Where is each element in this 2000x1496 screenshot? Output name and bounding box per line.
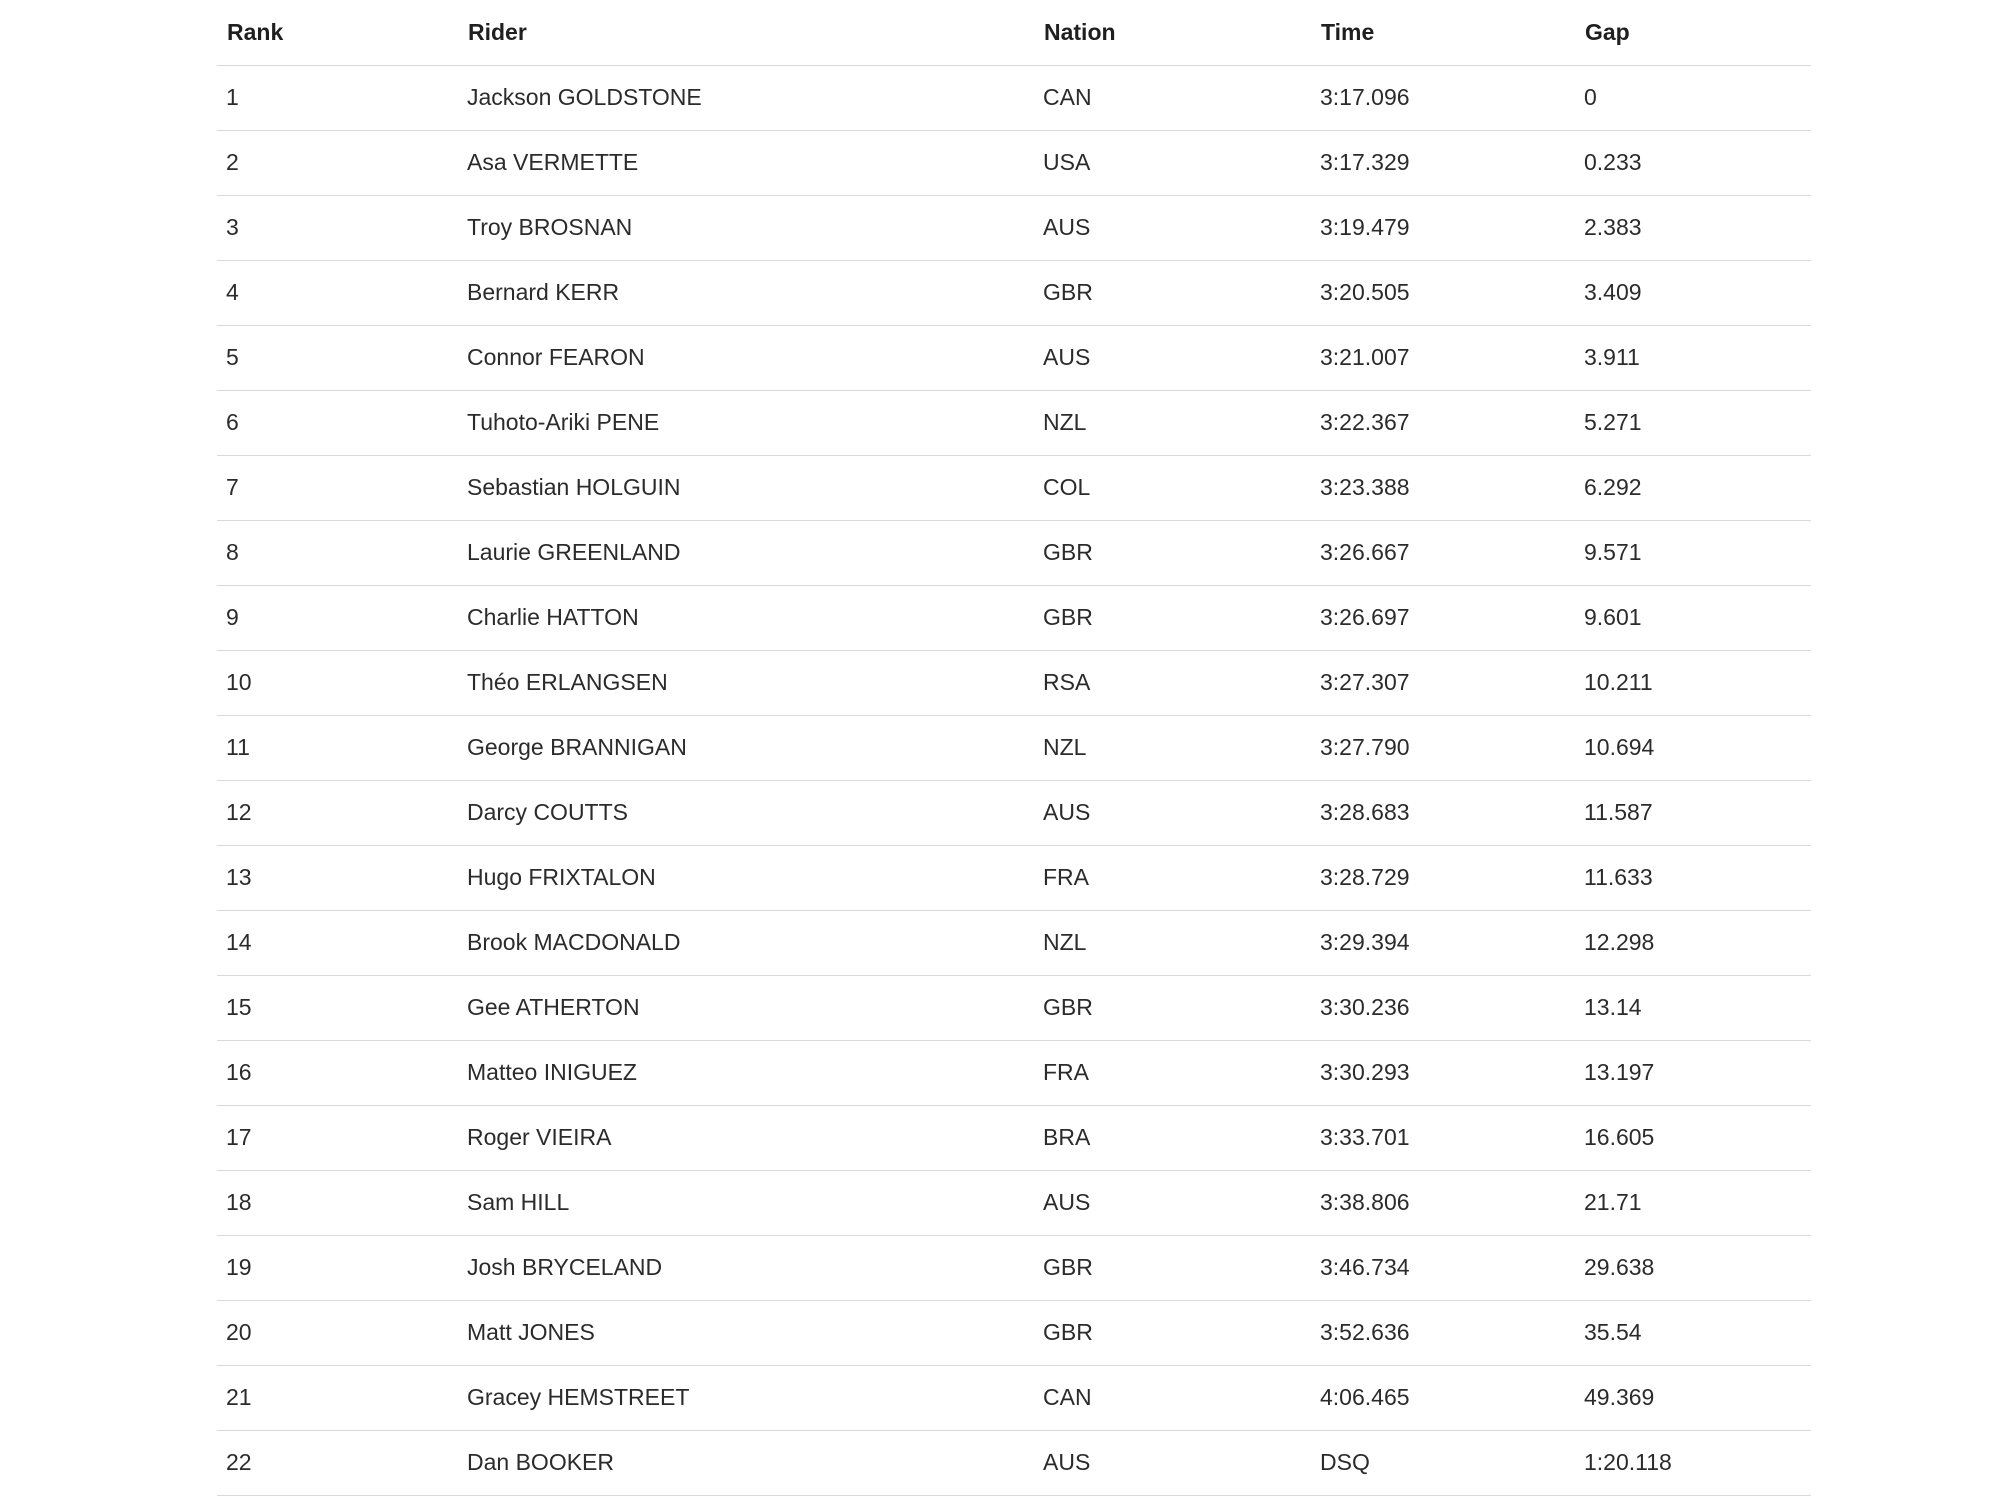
rider-cell: Gracey HEMSTREET xyxy=(458,1365,1034,1430)
rank-cell: 5 xyxy=(217,325,458,390)
table-row xyxy=(217,585,1811,650)
time-cell: 3:46.734 xyxy=(1311,1235,1575,1300)
nation-cell: GBR xyxy=(1034,520,1311,585)
time-cell: 3:17.329 xyxy=(1311,130,1575,195)
nation-cell: NZL xyxy=(1034,910,1311,975)
table-row xyxy=(217,130,1811,195)
time-cell: 3:38.806 xyxy=(1311,1170,1575,1235)
rank-cell: 8 xyxy=(217,520,458,585)
time-cell: 3:26.697 xyxy=(1311,585,1575,650)
table-row xyxy=(217,1235,1811,1300)
time-cell: 3:19.479 xyxy=(1311,195,1575,260)
rank-cell: 13 xyxy=(217,845,458,910)
gap-cell: 11.633 xyxy=(1575,845,1811,910)
time-cell: 3:30.293 xyxy=(1311,1040,1575,1105)
table-row xyxy=(217,845,1811,910)
time-cell: 3:28.729 xyxy=(1311,845,1575,910)
rank-cell: 20 xyxy=(217,1300,458,1365)
table-row xyxy=(217,650,1811,715)
rank-cell: 1 xyxy=(217,65,458,130)
nation-cell: BRA xyxy=(1034,1105,1311,1170)
rank-cell: 12 xyxy=(217,780,458,845)
table-row xyxy=(217,390,1811,455)
rider-cell: Sebastian HOLGUIN xyxy=(458,455,1034,520)
rank-cell: 21 xyxy=(217,1365,458,1430)
table-row xyxy=(217,910,1811,975)
rider-cell: Matt JONES xyxy=(458,1300,1034,1365)
rider-cell: Gee ATHERTON xyxy=(458,975,1034,1040)
gap-cell: 13.197 xyxy=(1575,1040,1811,1105)
gap-cell: 29.638 xyxy=(1575,1235,1811,1300)
table-row xyxy=(217,715,1811,780)
gap-cell: 35.54 xyxy=(1575,1300,1811,1365)
rider-cell: Charlie HATTON xyxy=(458,585,1034,650)
table-row xyxy=(217,975,1811,1040)
gap-cell: 1:20.118 xyxy=(1575,1430,1811,1495)
rank-header: Rank xyxy=(217,0,458,65)
results-table xyxy=(217,0,1811,1496)
nation-cell: RSA xyxy=(1034,650,1311,715)
gap-cell: 13.14 xyxy=(1575,975,1811,1040)
nation-cell: AUS xyxy=(1034,1170,1311,1235)
rank-cell: 3 xyxy=(217,195,458,260)
rider-cell: Jackson GOLDSTONE xyxy=(458,65,1034,130)
gap-cell: 5.271 xyxy=(1575,390,1811,455)
nation-cell: NZL xyxy=(1034,390,1311,455)
table-row xyxy=(217,65,1811,130)
rank-cell: 6 xyxy=(217,390,458,455)
nation-cell: GBR xyxy=(1034,1300,1311,1365)
table-row xyxy=(217,1365,1811,1430)
rank-cell: 4 xyxy=(217,260,458,325)
rank-cell: 2 xyxy=(217,130,458,195)
rank-cell: 14 xyxy=(217,910,458,975)
gap-cell: 10.694 xyxy=(1575,715,1811,780)
time-cell: 3:27.790 xyxy=(1311,715,1575,780)
nation-cell: NZL xyxy=(1034,715,1311,780)
time-cell: 3:27.307 xyxy=(1311,650,1575,715)
nation-cell: AUS xyxy=(1034,325,1311,390)
gap-cell: 0.233 xyxy=(1575,130,1811,195)
nation-cell: USA xyxy=(1034,130,1311,195)
time-header: Time xyxy=(1311,0,1575,65)
nation-cell: GBR xyxy=(1034,1235,1311,1300)
rider-cell: Connor FEARON xyxy=(458,325,1034,390)
table-row xyxy=(217,195,1811,260)
rank-cell: 11 xyxy=(217,715,458,780)
gap-cell: 9.601 xyxy=(1575,585,1811,650)
rider-cell: Laurie GREENLAND xyxy=(458,520,1034,585)
time-cell: 3:21.007 xyxy=(1311,325,1575,390)
rider-cell: Asa VERMETTE xyxy=(458,130,1034,195)
rider-cell: Tuhoto-Ariki PENE xyxy=(458,390,1034,455)
rider-cell: George BRANNIGAN xyxy=(458,715,1034,780)
gap-cell: 2.383 xyxy=(1575,195,1811,260)
table-header xyxy=(217,0,1811,65)
nation-header: Nation xyxy=(1034,0,1311,65)
time-cell: 3:20.505 xyxy=(1311,260,1575,325)
gap-cell: 49.369 xyxy=(1575,1365,1811,1430)
rider-cell: Sam HILL xyxy=(458,1170,1034,1235)
table-row xyxy=(217,1170,1811,1235)
rank-cell: 18 xyxy=(217,1170,458,1235)
header-row xyxy=(217,0,1811,65)
time-cell: DSQ xyxy=(1311,1430,1575,1495)
time-cell: 4:06.465 xyxy=(1311,1365,1575,1430)
table-row xyxy=(217,455,1811,520)
table-body xyxy=(217,65,1811,1495)
time-cell: 3:29.394 xyxy=(1311,910,1575,975)
rank-cell: 16 xyxy=(217,1040,458,1105)
gap-cell: 11.587 xyxy=(1575,780,1811,845)
nation-cell: AUS xyxy=(1034,1430,1311,1495)
table-row xyxy=(217,1430,1811,1495)
nation-cell: GBR xyxy=(1034,975,1311,1040)
rider-cell: Roger VIEIRA xyxy=(458,1105,1034,1170)
gap-cell: 6.292 xyxy=(1575,455,1811,520)
rank-cell: 15 xyxy=(217,975,458,1040)
nation-cell: FRA xyxy=(1034,845,1311,910)
rider-cell: Troy BROSNAN xyxy=(458,195,1034,260)
nation-cell: FRA xyxy=(1034,1040,1311,1105)
time-cell: 3:22.367 xyxy=(1311,390,1575,455)
rider-cell: Théo ERLANGSEN xyxy=(458,650,1034,715)
gap-cell: 0 xyxy=(1575,65,1811,130)
gap-cell: 12.298 xyxy=(1575,910,1811,975)
gap-cell: 21.71 xyxy=(1575,1170,1811,1235)
table-row xyxy=(217,1105,1811,1170)
gap-cell: 10.211 xyxy=(1575,650,1811,715)
rider-header: Rider xyxy=(458,0,1034,65)
nation-cell: GBR xyxy=(1034,260,1311,325)
gap-cell: 9.571 xyxy=(1575,520,1811,585)
table-row xyxy=(217,260,1811,325)
rank-cell: 9 xyxy=(217,585,458,650)
rider-cell: Hugo FRIXTALON xyxy=(458,845,1034,910)
rank-cell: 19 xyxy=(217,1235,458,1300)
rider-cell: Matteo INIGUEZ xyxy=(458,1040,1034,1105)
gap-cell: 3.911 xyxy=(1575,325,1811,390)
nation-cell: CAN xyxy=(1034,1365,1311,1430)
rank-cell: 10 xyxy=(217,650,458,715)
table-row xyxy=(217,780,1811,845)
time-cell: 3:28.683 xyxy=(1311,780,1575,845)
nation-cell: GBR xyxy=(1034,585,1311,650)
table-row xyxy=(217,520,1811,585)
time-cell: 3:23.388 xyxy=(1311,455,1575,520)
nation-cell: AUS xyxy=(1034,780,1311,845)
rank-cell: 22 xyxy=(217,1430,458,1495)
nation-cell: COL xyxy=(1034,455,1311,520)
table-row xyxy=(217,325,1811,390)
time-cell: 3:33.701 xyxy=(1311,1105,1575,1170)
rider-cell: Dan BOOKER xyxy=(458,1430,1034,1495)
time-cell: 3:52.636 xyxy=(1311,1300,1575,1365)
rider-cell: Bernard KERR xyxy=(458,260,1034,325)
table-row xyxy=(217,1300,1811,1365)
time-cell: 3:30.236 xyxy=(1311,975,1575,1040)
gap-header: Gap xyxy=(1575,0,1811,65)
rider-cell: Brook MACDONALD xyxy=(458,910,1034,975)
time-cell: 3:17.096 xyxy=(1311,65,1575,130)
nation-cell: AUS xyxy=(1034,195,1311,260)
gap-cell: 16.605 xyxy=(1575,1105,1811,1170)
table-row xyxy=(217,1040,1811,1105)
time-cell: 3:26.667 xyxy=(1311,520,1575,585)
rank-cell: 17 xyxy=(217,1105,458,1170)
rider-cell: Darcy COUTTS xyxy=(458,780,1034,845)
nation-cell: CAN xyxy=(1034,65,1311,130)
gap-cell: 3.409 xyxy=(1575,260,1811,325)
rider-cell: Josh BRYCELAND xyxy=(458,1235,1034,1300)
rank-cell: 7 xyxy=(217,455,458,520)
